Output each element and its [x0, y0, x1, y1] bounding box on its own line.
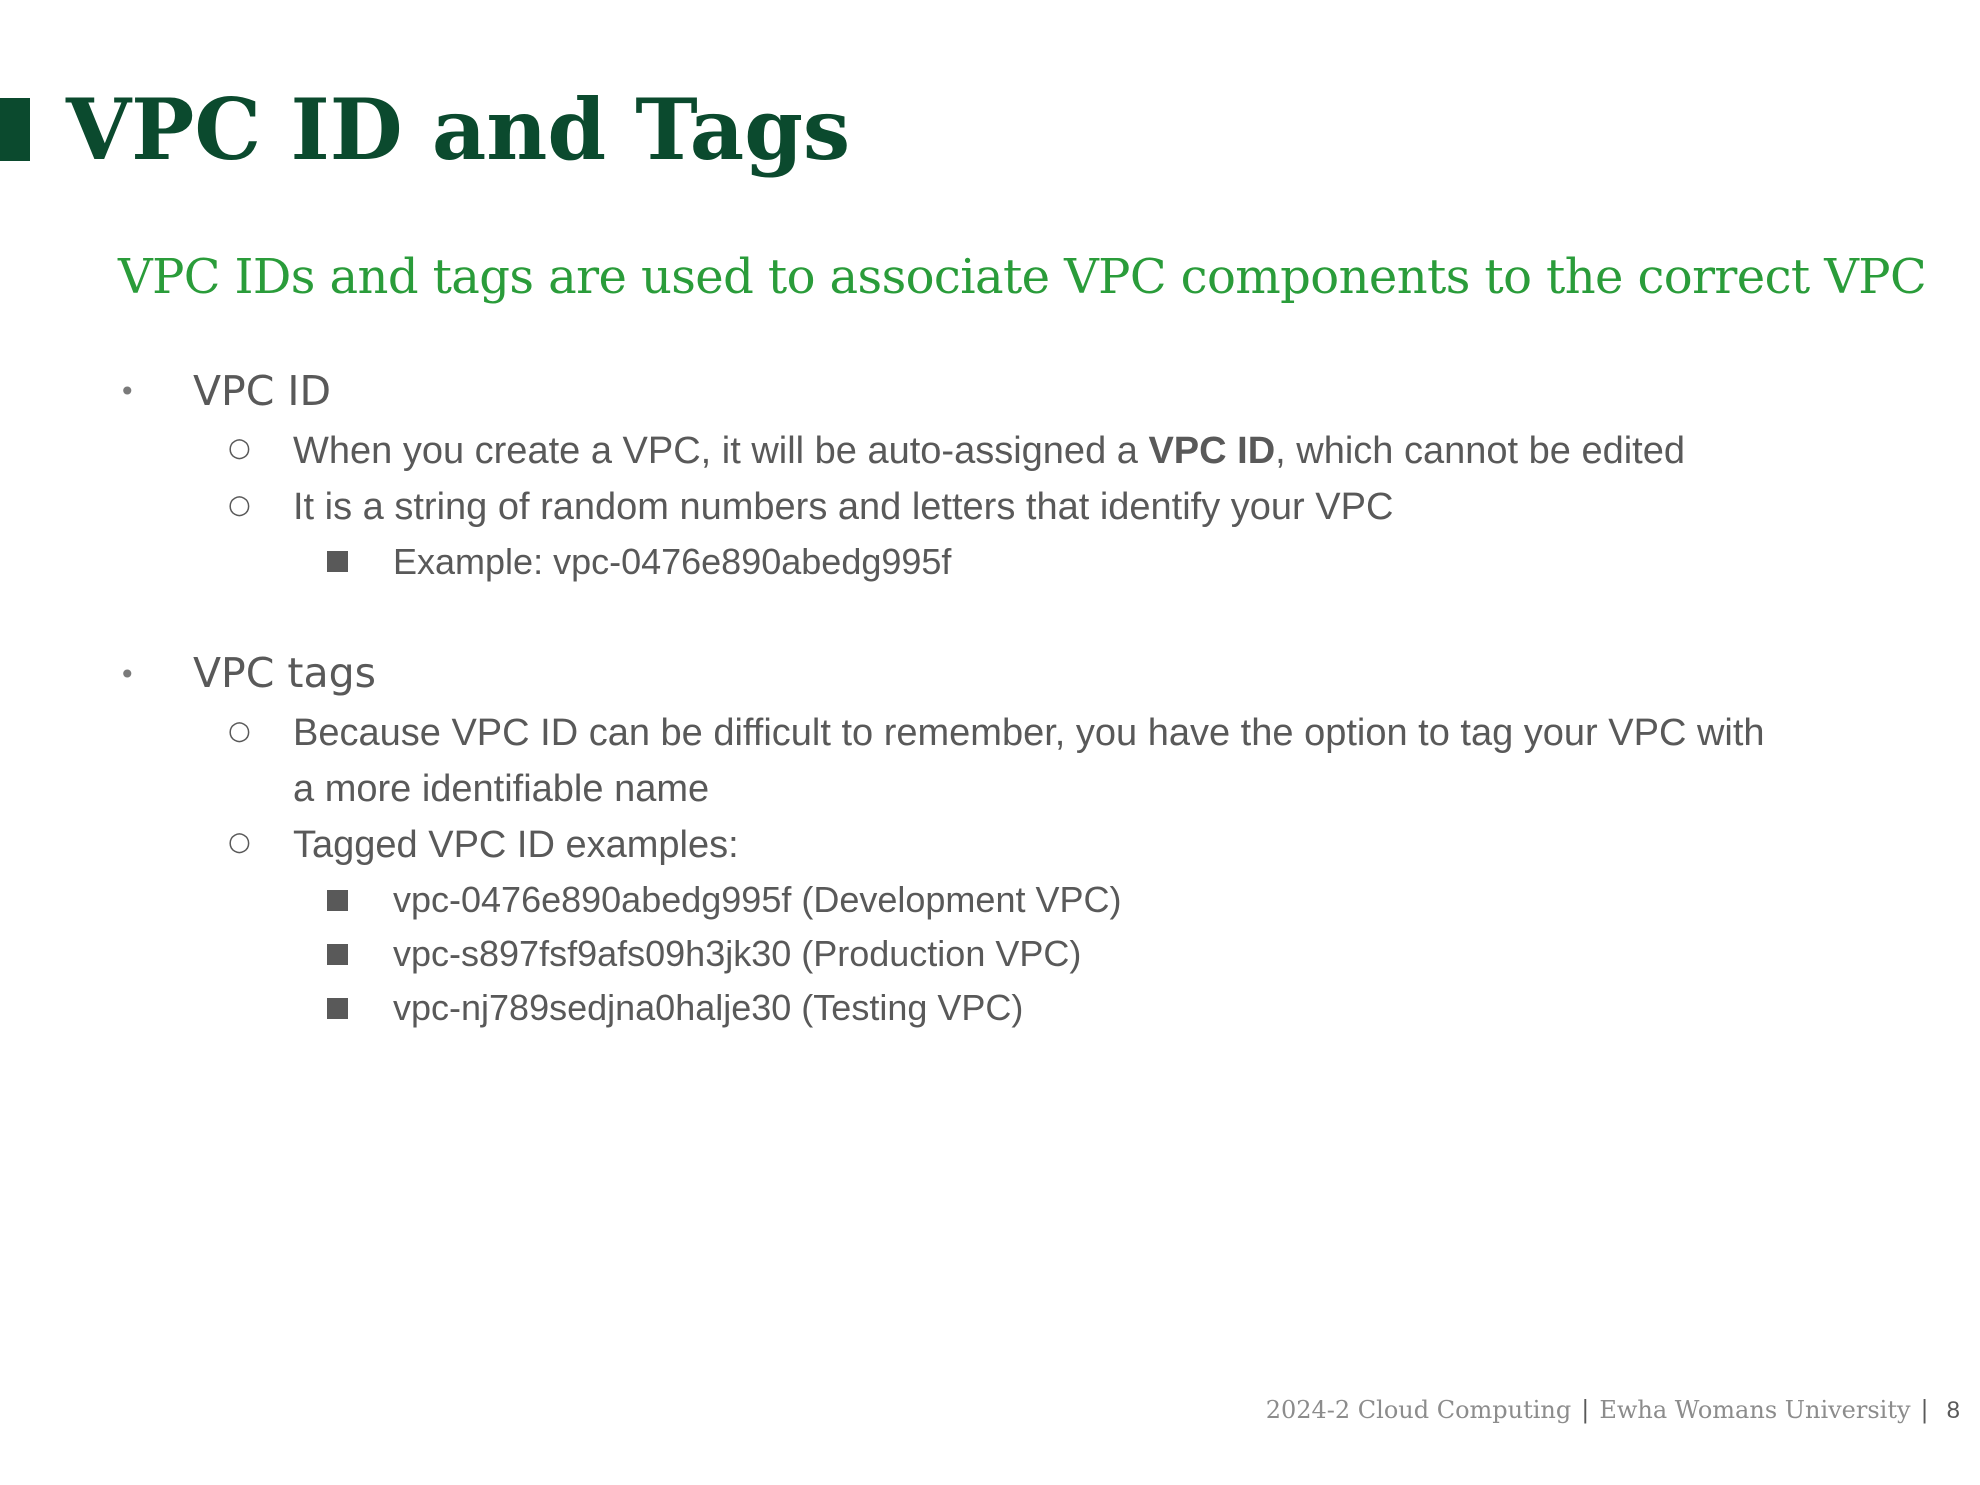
list-subitem-production: vpc-s897fsf9afs09h3jk30 (Production VPC) [393, 933, 1082, 974]
level3-bullet-icon [327, 551, 348, 572]
section-heading-vpc-tags: VPC tags [193, 649, 377, 697]
list-subitem-testing: vpc-nj789sedjna0halje30 (Testing VPC) [393, 987, 1024, 1028]
list-subitem-development: vpc-0476e890abedg995f (Development VPC) [393, 879, 1122, 920]
list-item-random-string: It is a string of random numbers and letters that identify your VPC [293, 486, 1394, 528]
level1-bullet-icon: • [119, 375, 136, 408]
list-item-text: When you create a VPC, it will be auto-assigned a [293, 430, 1149, 472]
list-item-tag-option-line2: a more identifiable name [293, 768, 710, 810]
level3-bullet-icon [327, 890, 348, 911]
list-subitem-example: Example: vpc-0476e890abedg995f [393, 541, 952, 582]
level3-bullet-icon [327, 998, 348, 1019]
list-item-text: , which cannot be edited [1275, 430, 1685, 472]
footer-separator: | [1581, 1396, 1590, 1424]
level2-bullet-icon: ○ [228, 827, 251, 857]
footer-university: Ewha Womans University [1599, 1396, 1911, 1424]
list-item-bold-text: VPC ID [1148, 430, 1276, 472]
section-heading-vpc-id: VPC ID [193, 367, 332, 415]
footer-separator: | [1920, 1396, 1929, 1424]
level2-bullet-icon: ○ [228, 716, 251, 746]
slide-title: VPC ID and Tags [66, 80, 851, 179]
list-item-tagged-examples: Tagged VPC ID examples: [293, 824, 739, 866]
list-item-tag-option-line1: Because VPC ID can be difficult to remember, you have the option to tag your VPC with [293, 712, 1765, 754]
level2-bullet-icon: ○ [228, 433, 251, 463]
title-accent-bar [0, 98, 30, 161]
level1-bullet-icon: • [119, 658, 136, 691]
slide-footer [1266, 1392, 1960, 1429]
level3-bullet-icon [327, 944, 348, 965]
slide-subtitle: VPC IDs and tags are used to associate VPC components to the correct VPC [118, 249, 1927, 305]
list-item-vpc-id-auto-assigned [293, 423, 1685, 479]
level2-bullet-icon: ○ [228, 490, 251, 520]
footer-course: 2024-2 Cloud Computing [1265, 1396, 1572, 1424]
page-number: 8 [1946, 1397, 1960, 1424]
